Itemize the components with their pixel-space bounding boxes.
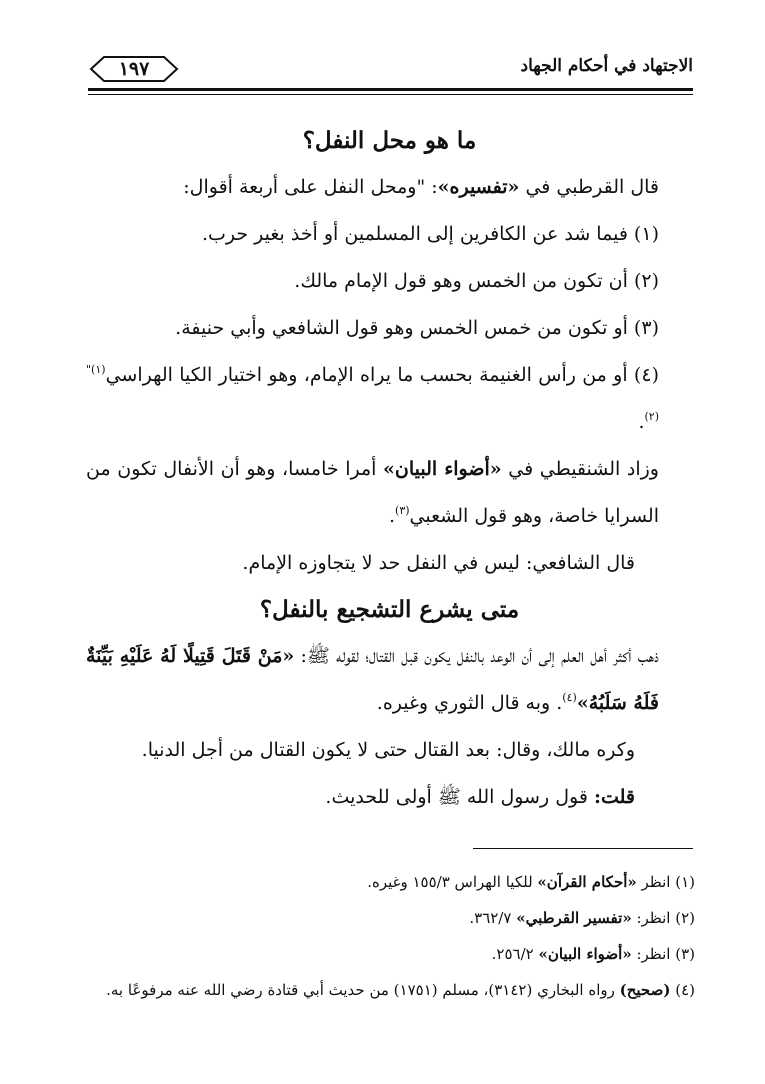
footnote-4 [72, 972, 695, 1008]
footnote-ref: (٤) [562, 691, 577, 704]
text: قال القرطبي في [519, 176, 659, 198]
list-item-1: (١) فيما شد عن الكافرين إلى المسلمين أو أخذ بغير حرب. [201, 223, 659, 245]
text: (١) انظر [636, 873, 695, 891]
paragraph-qurtubi [86, 164, 693, 211]
paragraph-shanqiti [86, 446, 693, 540]
text: ذهب أكثر أهل العلم إلى أن الوعد بالنفل يكون قبل القتال؛ لقوله ﷺ: [294, 645, 659, 667]
book-ref: «أحكام القرآن» [537, 873, 637, 891]
text: وزاد الشنقيطي في [501, 458, 659, 480]
book-ref: «تفسيره» [437, 176, 520, 198]
text: للكيا الهراس ١٥٥/٣ وغيره. [367, 873, 538, 891]
hadith-quote: «مَنْ قَتَلَ قَتِيلًا لَهُ عَلَيْهِ بَيِّنَةٌ فَلَهُ سَلَبُهُ» [86, 645, 659, 714]
footnote-ref: (٣) [395, 504, 410, 517]
paragraph-malik: وكره مالك، وقال: بعد القتال حتى لا يكون القتال من أجل الدنيا. [141, 739, 635, 761]
footnote-separator [473, 848, 693, 849]
paragraph-scholars [86, 633, 693, 727]
text: (٢) انظر: [631, 909, 695, 927]
text: (٣) انظر: [631, 945, 695, 963]
text: أمرا خامسا، وهو أن الأنفال تكون من السرايا خاصة، وهو قول الشعبي [86, 458, 659, 527]
grade-label: (صحيح) [619, 981, 671, 999]
list-item-3: (٣) أو تكون من خمس الخمس وهو قول الشافعي وأبي حنيفة. [175, 317, 659, 339]
footnote-1 [72, 864, 695, 900]
text: : "ومحل النفل على أربعة أقوال: [183, 176, 438, 198]
text: (٤) [670, 981, 695, 999]
text: (٤) أو من رأس الغنيمة بحسب ما يراه الإمام، وهو اختيار الكيا الهراسي [105, 364, 659, 386]
text: قول رسول الله ﷺ أولى للحديث. [325, 786, 594, 808]
page-number: ١٩٧ [118, 58, 150, 80]
paragraph-shafii: قال الشافعي: ليس في النفل حد لا يتجاوزه الإمام. [242, 552, 635, 574]
footnote-3 [72, 936, 695, 972]
list-item-4 [86, 352, 693, 446]
book-ref: «أضواء البيان» [538, 945, 632, 963]
page-body [86, 118, 693, 821]
paragraph-conclusion [86, 774, 693, 821]
book-title: الاجتهاد في أحكام الجهاد [520, 56, 693, 76]
footnote-2 [72, 900, 695, 936]
qultu-label: قلت: [593, 786, 635, 808]
text: . [638, 411, 645, 433]
header-rule-thin [88, 94, 693, 95]
running-header [88, 52, 693, 98]
book-ref: «تفسير القرطبي» [516, 909, 632, 927]
text: . وبه قال الثوري وغيره. [376, 692, 563, 714]
page-number-badge [88, 54, 180, 84]
book-ref: «أضواء البيان» [383, 458, 502, 480]
section-heading-nafl-location: ما هو محل النفل؟ [302, 127, 477, 154]
text: ٢٥٦/٢. [491, 945, 539, 963]
footnotes [72, 864, 695, 1008]
footnote-ref: (١)"(٢) [86, 363, 659, 423]
text: . [388, 505, 396, 527]
text: ٣٦٢/٧. [469, 909, 517, 927]
text: رواه البخاري (٣١٤٢)، مسلم (١٧٥١) من حديث أبي قتادة رضي الله عنه مرفوعًا به. [106, 981, 620, 999]
header-rule-thick [88, 88, 693, 91]
section-heading-encouragement: متى يشرع التشجيع بالنفل؟ [259, 596, 520, 623]
list-item-2: (٢) أن تكون من الخمس وهو قول الإمام مالك. [294, 270, 659, 292]
